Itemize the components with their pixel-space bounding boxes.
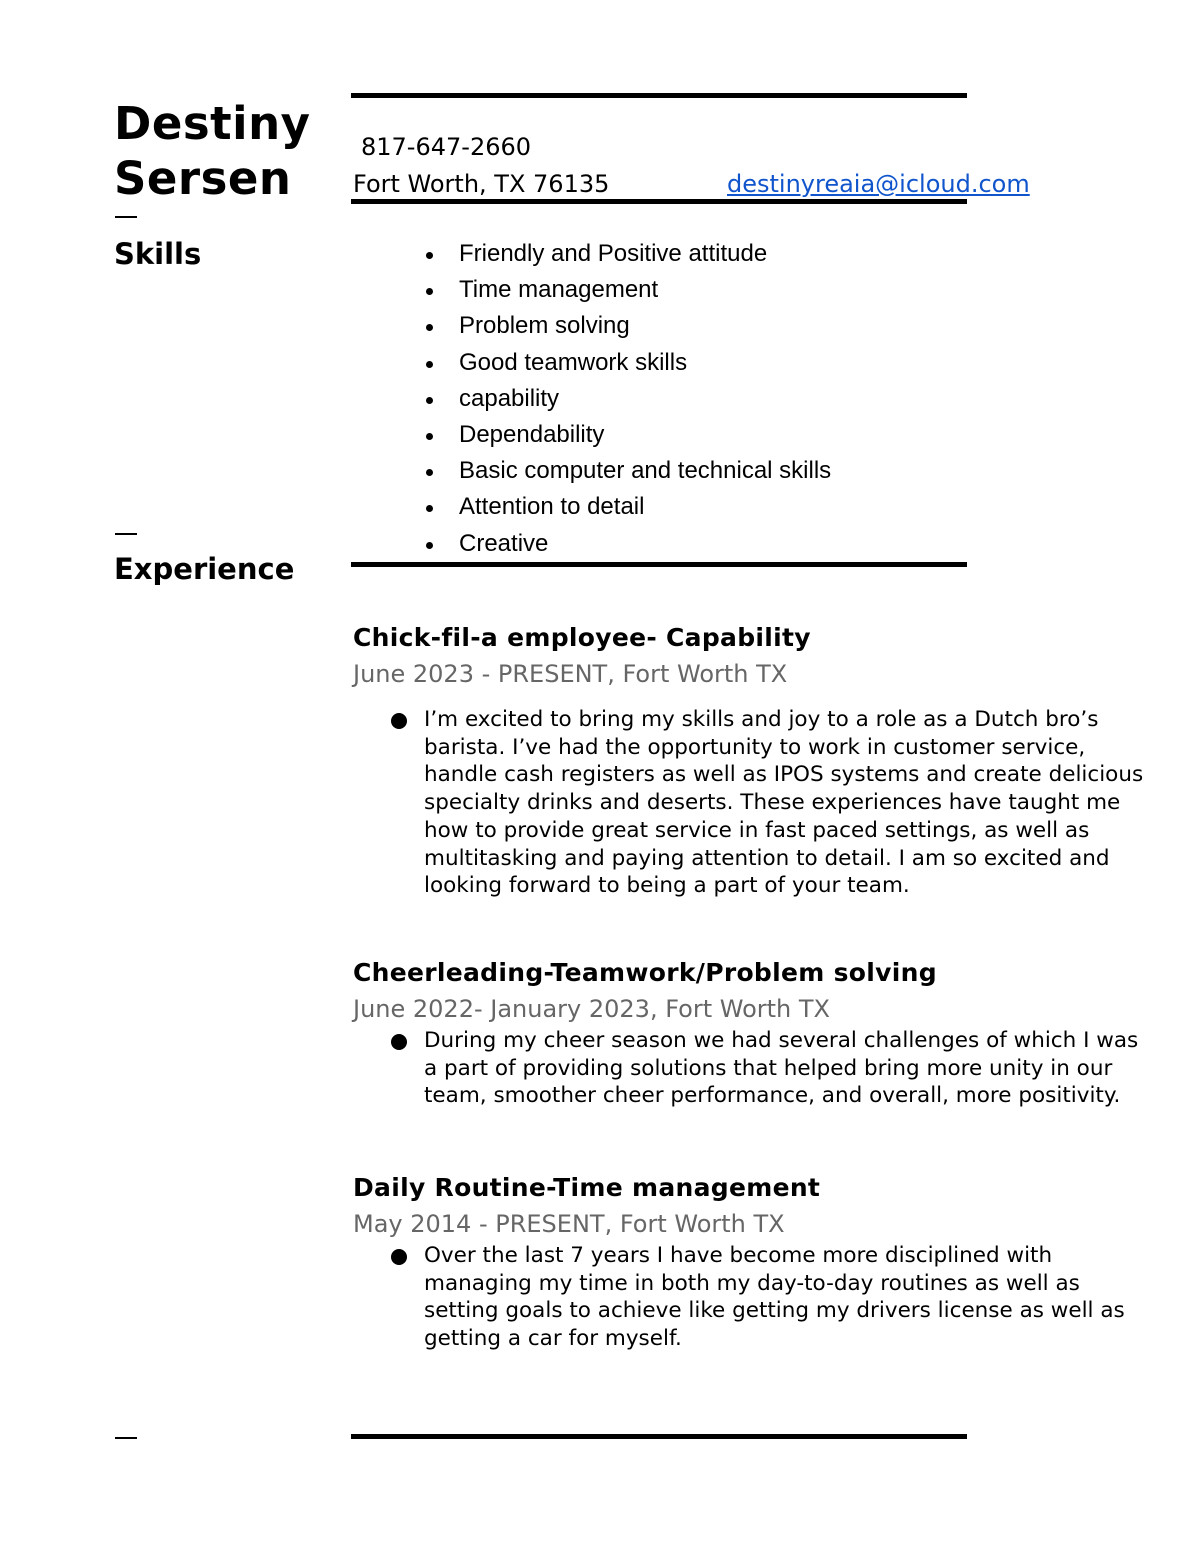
experience-entry — [353, 620, 1153, 900]
job-description-text: Over the last 7 years I have become more disciplined with managing my time in both my day-to-day routines as well as setting goals to achieve like getting my drivers license as well as getting a car for myself. — [424, 1243, 1125, 1352]
job-description — [353, 1242, 1144, 1353]
job-dates-location: June 2023 - PRESENT, Fort Worth TX — [353, 660, 788, 688]
bullet-icon — [391, 1034, 407, 1050]
section-divider-dash — [115, 1437, 137, 1439]
job-description — [353, 706, 1144, 900]
job-description-text: I’m excited to bring my skills and joy to a role as a Dutch bro’s barista. I’ve had the opportunity to work in customer service, handle cash registers as well as IPOS systems and create delicious specialty drinks and deserts. These experiences have taught me how to provide great service in fast paced settings, as well as multitasking and paying attention to detail. I am so excited and looking forward to being a part of your team. — [424, 707, 1144, 899]
skill-item: Dependability — [420, 417, 831, 453]
section-divider-dash — [115, 216, 137, 218]
first-name: Destiny — [114, 97, 311, 150]
candidate-name — [114, 96, 310, 206]
bullet-icon — [391, 1249, 407, 1265]
skill-item: Attention to detail — [420, 489, 831, 525]
email-link[interactable]: destinyreaia@icloud.com — [727, 170, 1030, 198]
skill-item: Time management — [420, 272, 831, 308]
job-title: Chick-fil-a employee- Capability — [353, 623, 811, 652]
skill-item: Basic computer and technical skills — [420, 453, 831, 489]
skill-item: Good teamwork skills — [420, 345, 831, 381]
section-divider-dash — [115, 533, 137, 535]
last-name: Sersen — [114, 152, 292, 205]
experience-heading: Experience — [114, 552, 295, 586]
address: Fort Worth, TX 76135 — [353, 170, 610, 198]
job-dates-location: May 2014 - PRESENT, Fort Worth TX — [353, 1210, 785, 1238]
job-description — [353, 1027, 1144, 1110]
experience-entry — [353, 955, 1153, 1110]
job-title: Daily Routine-Time management — [353, 1173, 821, 1202]
skill-item: capability — [420, 381, 831, 417]
phone-number: 817-647-2660 — [361, 133, 532, 161]
skill-item: Creative — [420, 526, 831, 562]
job-dates-location: June 2022- January 2023, Fort Worth TX — [353, 995, 830, 1023]
skill-item: Friendly and Positive attitude — [420, 236, 831, 272]
experience-rule — [351, 562, 967, 567]
experience-entry — [353, 1170, 1153, 1353]
footer-rule — [351, 1434, 967, 1439]
job-title: Cheerleading-Teamwork/Problem solving — [353, 958, 937, 987]
header-top-rule — [351, 93, 967, 98]
skills-heading: Skills — [114, 237, 202, 271]
skill-item: Problem solving — [420, 308, 831, 344]
bullet-icon — [391, 713, 407, 729]
job-description-text: During my cheer season we had several challenges of which I was a part of providing solutions that helped bring more unity in our team, smoother cheer performance, and overall, more positivity. — [424, 1028, 1139, 1109]
skills-list — [420, 236, 831, 562]
